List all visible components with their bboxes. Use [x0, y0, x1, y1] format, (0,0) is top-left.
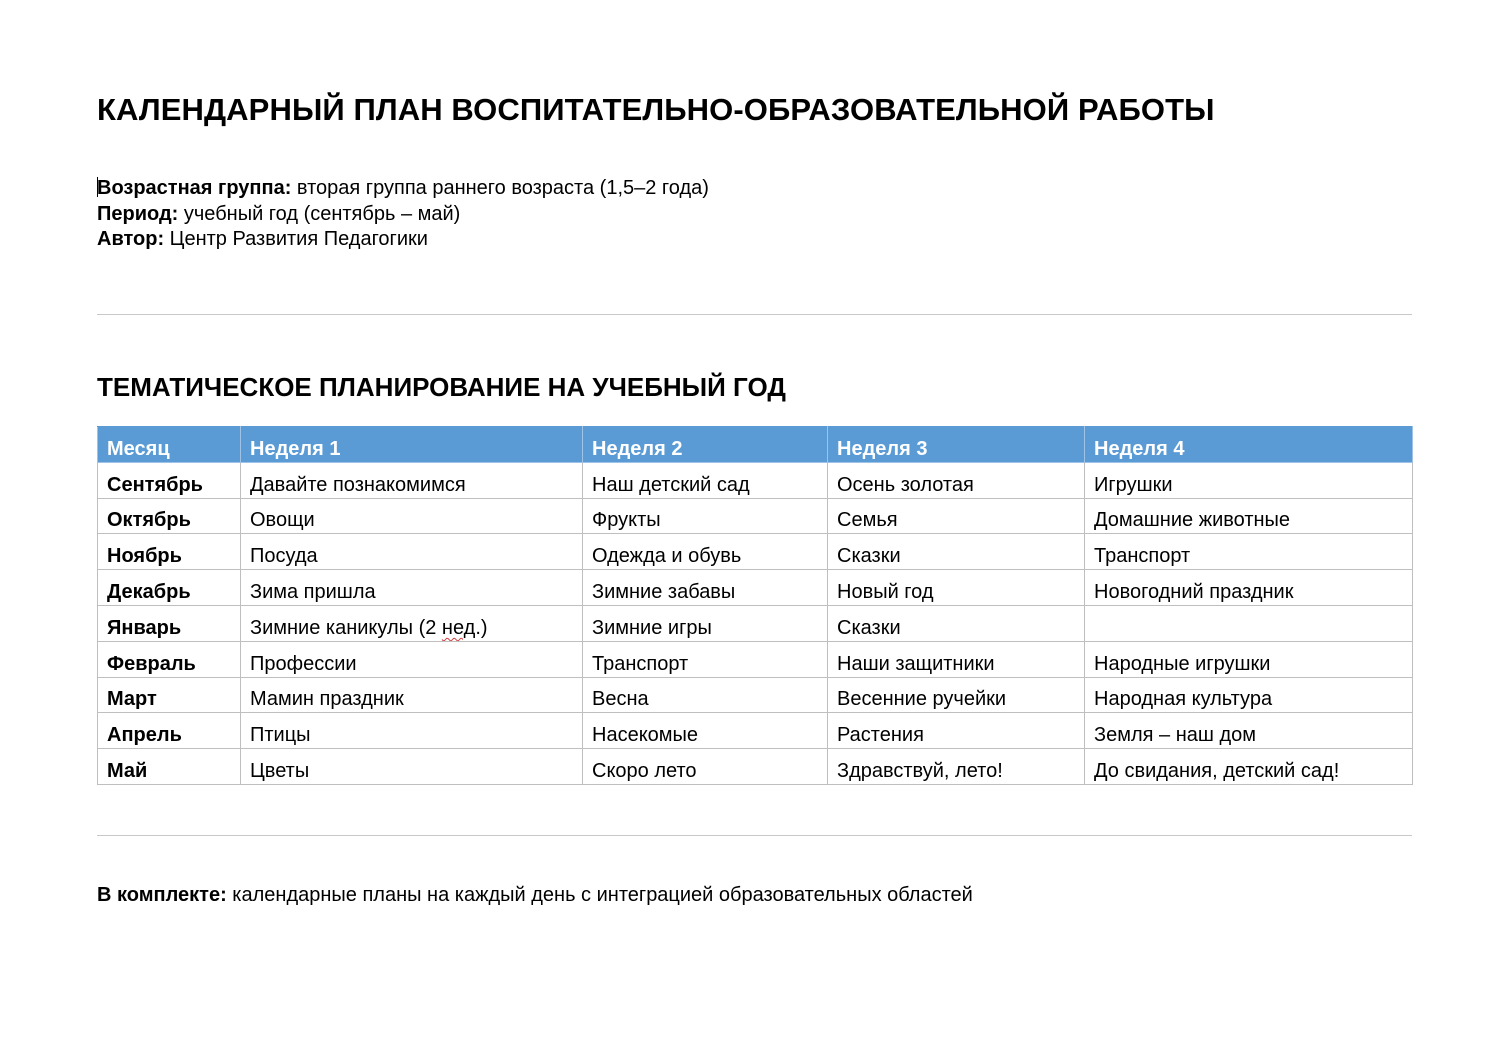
table-row [98, 605, 1413, 641]
document-title: КАЛЕНДАРНЫЙ ПЛАН ВОСПИТАТЕЛЬНО-ОБРАЗОВАТЕЛЬНОЙ РАБОТЫ [97, 92, 1215, 127]
week-cell: Транспорт [583, 641, 828, 677]
column-header-week-2: Неделя 2 [583, 427, 828, 463]
table-row [98, 713, 1413, 749]
column-header-week-3: Неделя 3 [828, 427, 1085, 463]
week-cell: Профессии [241, 641, 583, 677]
thematic-plan-table [97, 426, 1413, 785]
column-header-month: Месяц [98, 427, 241, 463]
meta-age-group-label: Возрастная группа: [97, 177, 292, 199]
month-cell: Октябрь [98, 498, 241, 534]
table-row [98, 749, 1413, 785]
week-cell: Народная культура [1085, 677, 1413, 713]
week-cell: Зимние забавы [583, 570, 828, 606]
section-title: ТЕМАТИЧЕСКОЕ ПЛАНИРОВАНИЕ НА УЧЕБНЫЙ ГОД [97, 372, 786, 402]
table-header-row [98, 427, 1413, 463]
week-cell: Растения [828, 713, 1085, 749]
column-header-week-1: Неделя 1 [241, 427, 583, 463]
week-cell: Сказки [828, 605, 1085, 641]
footer-value: календарные планы на каждый день с интеграцией образовательных областей [226, 884, 973, 906]
month-cell: Сентябрь [98, 462, 241, 498]
month-cell: Май [98, 749, 241, 785]
table-row [98, 462, 1413, 498]
week-cell: Новогодний праздник [1085, 570, 1413, 606]
week-cell: Земля – наш дом [1085, 713, 1413, 749]
document-meta [97, 176, 709, 253]
week-cell: Здравствуй, лето! [828, 749, 1085, 785]
week-cell: Птицы [241, 713, 583, 749]
week-cell: Наш детский сад [583, 462, 828, 498]
column-header-week-4: Неделя 4 [1085, 427, 1413, 463]
week-cell: Зимние игры [583, 605, 828, 641]
week-cell: Мамин праздник [241, 677, 583, 713]
meta-author-value: Центр Развития Педагогики [164, 228, 428, 250]
week-cell: Игрушки [1085, 462, 1413, 498]
footer-label: В комплекте: [97, 884, 227, 906]
table-row [98, 498, 1413, 534]
week-cell: Транспорт [1085, 534, 1413, 570]
month-cell: Ноябрь [98, 534, 241, 570]
spellcheck-underline: нед [441, 616, 476, 639]
footer-note [97, 884, 973, 907]
month-cell: Март [98, 677, 241, 713]
meta-period-label: Период: [97, 202, 179, 225]
week-cell: Давайте познакомимся [241, 462, 583, 498]
week-cell: Осень золотая [828, 462, 1085, 498]
month-cell: Апрель [98, 713, 241, 749]
table-row [98, 677, 1413, 713]
week-cell: Сказки [828, 534, 1085, 570]
table-row [98, 534, 1413, 570]
week-cell: Одежда и обувь [583, 534, 828, 570]
week-cell: Цветы [241, 749, 583, 785]
week-cell [1085, 605, 1413, 641]
week-cell: Народные игрушки [1085, 641, 1413, 677]
table-row [98, 641, 1413, 677]
week-cell: Весенние ручейки [828, 677, 1085, 713]
meta-author [97, 227, 709, 253]
meta-period-value: учебный год (сентябрь – май) [178, 202, 461, 225]
week-cell: Семья [828, 498, 1085, 534]
week-cell: Зима пришла [241, 570, 583, 606]
meta-author-label: Автор: [97, 228, 165, 250]
week-cell-text: Зимние каникулы (2 нед.) [250, 616, 488, 639]
meta-age-group-value: вторая группа раннего возраста (1,5–2 года) [291, 177, 709, 199]
week-cell: Фрукты [583, 498, 828, 534]
horizontal-divider [97, 835, 1412, 836]
week-cell: Насекомые [583, 713, 828, 749]
week-cell: Новый год [828, 570, 1085, 606]
month-cell: Февраль [98, 641, 241, 677]
week-cell: Весна [583, 677, 828, 713]
week-cell: Овощи [241, 498, 583, 534]
meta-age-group [97, 176, 709, 202]
week-cell: Домашние животные [1085, 498, 1413, 534]
week-cell: Скоро лето [583, 749, 828, 785]
horizontal-divider [97, 314, 1412, 315]
week-cell: Посуда [241, 534, 583, 570]
table-row [98, 570, 1413, 606]
week-cell [241, 605, 583, 641]
month-cell: Январь [98, 605, 241, 641]
week-cell: До свидания, детский сад! [1085, 749, 1413, 785]
week-cell: Наши защитники [828, 641, 1085, 677]
meta-period [97, 202, 709, 228]
month-cell: Декабрь [98, 570, 241, 606]
